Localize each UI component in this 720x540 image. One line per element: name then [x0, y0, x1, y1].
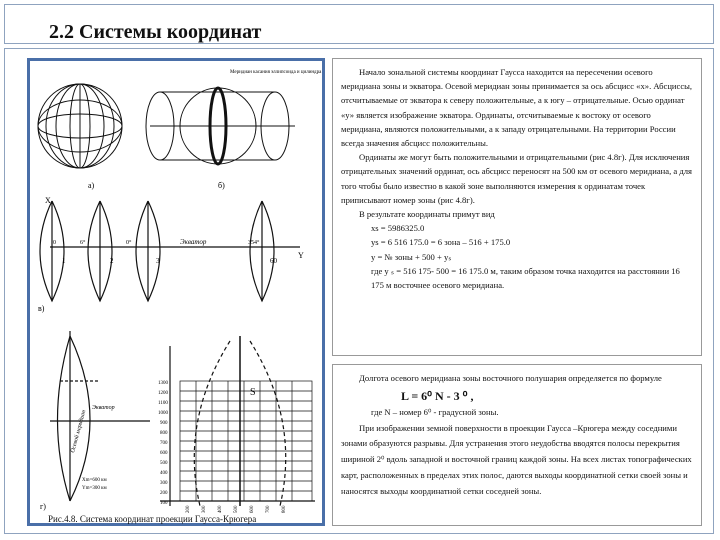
- y-tick: 800: [282, 505, 287, 513]
- x-tick: 600: [160, 451, 168, 456]
- x-tick: 1300: [158, 381, 168, 386]
- axis-y-label: Y: [298, 251, 304, 260]
- meridian-label: Осевой меридиан: [70, 409, 88, 454]
- x-tick: 300: [160, 481, 168, 486]
- paragraph: Начало зональной системы координат Гаусса находится на пересечении осевого меридиана зоны и экватора. Осевой меридиан зоны принимается за ось абсцисс «х». Абсциссы, отсчитываемые от экватора к северу положительные, а к югу – отрицательные. Осью ординат «у» является изображение экватора. Ординаты, отсчитываемые к востоку от осевого меридиана, являются положительными, а к западу отрицательными. На территории России всегда значения абсцисс положительны.: [341, 67, 693, 149]
- zone-lon-3: 354°: [248, 240, 260, 246]
- grid-x-values: [158, 381, 169, 506]
- y-tick: 400: [218, 505, 223, 513]
- x-tick: 1000: [158, 411, 168, 416]
- coord-note-1: Xm=600 км: [82, 478, 107, 483]
- cylinder-figure: [146, 88, 295, 164]
- label-b: б): [218, 181, 225, 190]
- globe-figure: [38, 84, 122, 168]
- zone-lon-2: 0°: [126, 240, 132, 246]
- x-tick: 400: [160, 471, 168, 476]
- slide-title-bar: [4, 4, 714, 44]
- equator-label: Экватор: [180, 238, 207, 246]
- zone-id-3: 60: [270, 257, 277, 265]
- formula-ys: ys = 6 516 175.0 = 6 зона – 516 + 175.0: [371, 237, 511, 248]
- text-block-coordinates: [332, 58, 702, 356]
- zone-lon-0: 0: [53, 240, 56, 246]
- formula-longitude: L = 6⁰ N - 3 ⁰ ,: [401, 388, 474, 403]
- axis-x-label: X: [45, 196, 51, 205]
- equator-label-2: Экватор: [92, 405, 115, 411]
- figure-panel: [27, 58, 325, 526]
- y-tick: 700: [266, 505, 271, 513]
- zones-figure: [40, 201, 300, 301]
- x-tick: 1200: [158, 391, 168, 396]
- x-tick: 1100: [158, 401, 168, 406]
- point-s-label: S: [250, 387, 256, 398]
- y-tick: 200: [186, 505, 191, 513]
- zone-axes-figure: [50, 331, 150, 501]
- x-tick: 100: [160, 501, 168, 506]
- text-block-longitude: [332, 364, 702, 526]
- coord-note-2: Ym=300 км: [82, 486, 107, 491]
- paragraph: где N – номер 6⁰ - градусной зоны.: [371, 406, 499, 417]
- formula-xs: xs = 5986325.0: [371, 223, 425, 234]
- x-tick: 800: [160, 431, 168, 436]
- zone-id-2: 3: [156, 257, 160, 265]
- label-g: г): [40, 502, 46, 511]
- zone-id-1: 2: [110, 257, 114, 265]
- label-v: в): [38, 304, 45, 313]
- y-tick: 500: [234, 505, 239, 513]
- y-tick: 600: [250, 505, 255, 513]
- zone-id-0: 1: [62, 257, 66, 265]
- paragraph: При изображении земной поверхности в проекции Гаусса –Крюгера между соседними зонами образуются разрывы. Для устранения этого неудобства вводятся полосы перекрытия шириной 2⁰ вдоль западной и восточной границ каждой зоны. На всех листах топографических карт, расположенных в пределах этих полос, даются выходы координатной сетки своей зоны и наносятся выходы координатной сетки соседней зоны.: [341, 422, 692, 496]
- x-tick: 900: [160, 421, 168, 426]
- paragraph: В результате координаты примут вид: [359, 209, 495, 220]
- paragraph: Ординаты же могут быть положительными и отрицательными (рис 4.8г). Для исключения отрицательных значений ординат, ось абсцисс переносят на 500 км от осевого меридиана, а для того чтобы было известно в какой зоне выполняются измерения к ординатам точек приписывают номер зоны (рис 4.8г).: [341, 152, 692, 205]
- zone-lon-1: 6°: [80, 240, 86, 246]
- figure-caption: Рис.4.8. Система координат проекции Гаусса-Крюгера: [48, 514, 257, 524]
- grid-y-values: [186, 505, 287, 513]
- formula-y: y = № зоны + 500 + yₛ: [371, 251, 452, 262]
- x-tick: 500: [160, 461, 168, 466]
- slide-title: 2.2 Системы координат: [49, 21, 262, 43]
- x-tick: 700: [160, 441, 168, 446]
- paragraph: Долгота осевого меридиана зоны восточного полушария определяется по формуле: [359, 373, 662, 383]
- figure-drawing: [30, 61, 322, 523]
- meridian-note: Меридиан касания эллипсоида и цилиндра: [230, 70, 322, 75]
- label-a: а): [88, 181, 95, 190]
- grid-figure: [160, 336, 315, 506]
- y-tick: 300: [202, 505, 207, 513]
- formula-where: где y ₛ = 516 175- 500 = 16 175.0 м, таким образом точка находится на расстоянии 16 175 м восточнее осевого меридиана.: [371, 265, 680, 291]
- x-tick: 200: [160, 491, 168, 496]
